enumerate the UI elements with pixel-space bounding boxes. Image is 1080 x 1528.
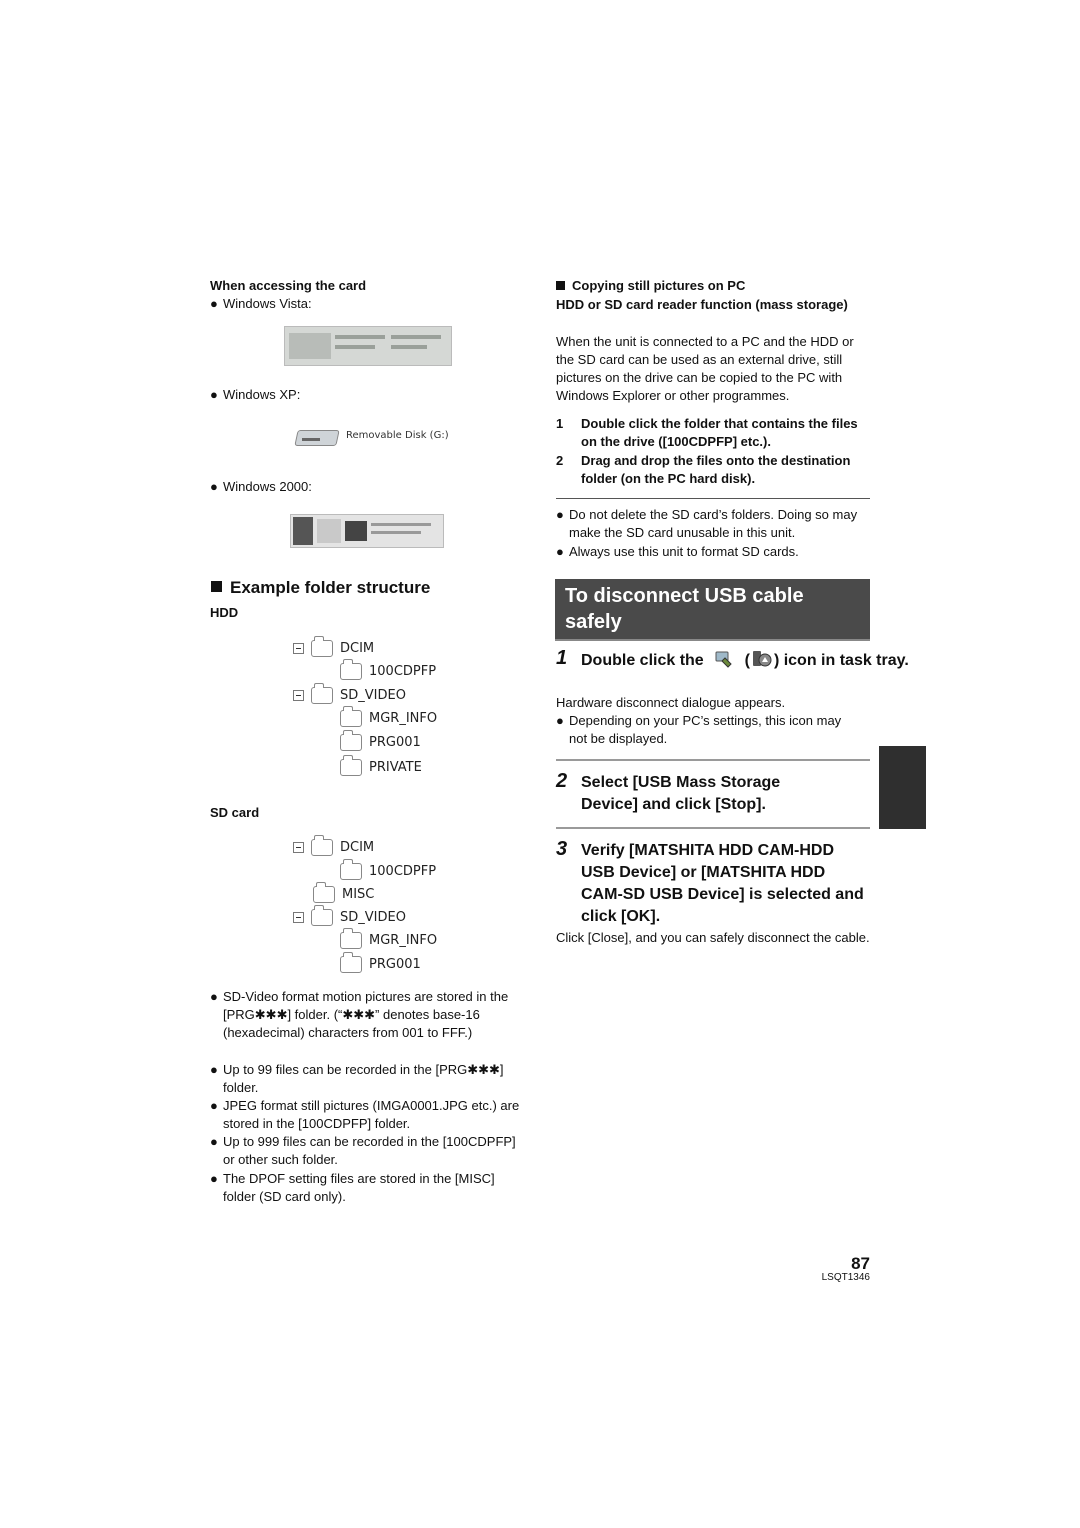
collapse-icon[interactable]	[293, 643, 304, 654]
square-bullet-icon	[556, 281, 565, 290]
vista-bullet: ● Windows Vista:	[210, 295, 510, 313]
warning-text: Always use this unit to format SD cards.	[569, 544, 799, 559]
removable-disk-icon	[294, 424, 340, 448]
folder-name: MGR_INFO	[369, 710, 438, 726]
folder-name: PRIVATE	[369, 759, 422, 775]
step-3-text: Verify [MATSHITA HDD CAM-HDD USB Device] or [MATSHITA HDD CAM-SD USB Device] is selected and click [OK].	[581, 842, 864, 925]
folder-icon	[340, 956, 362, 973]
folder-row[interactable]	[340, 708, 437, 728]
copy-step	[556, 452, 870, 488]
folder-row[interactable]	[293, 837, 374, 857]
step-1-text-c: ) icon in task tray.	[773, 652, 909, 669]
folder-name: PRG001	[369, 734, 421, 750]
folder-name: MGR_INFO	[369, 932, 438, 948]
folder-name: 100CDPFP	[369, 663, 437, 679]
folder-icon	[340, 734, 362, 751]
copy-title: Copying still pictures on PC	[572, 278, 746, 293]
copy-heading	[556, 277, 870, 295]
divider	[556, 759, 870, 761]
note-text: JPEG format still pictures (IMGA0001.JPG etc.) are stored in the [100CDPFP] folder.	[223, 1098, 520, 1131]
step-1-text-b: (	[744, 652, 750, 669]
document-code: LSQT1346	[821, 1272, 870, 1283]
w2000-label: Windows 2000:	[223, 479, 312, 494]
folder-name: PRG001	[369, 956, 421, 972]
removable-disk-label: Removable Disk (G:)	[346, 430, 449, 441]
step-number: 2	[556, 770, 568, 792]
folder-row[interactable]	[340, 757, 422, 777]
collapse-icon[interactable]	[293, 842, 304, 853]
folder-name: 100CDPFP	[369, 863, 437, 879]
folder-icon	[311, 839, 333, 856]
warning-item: ● Always use this unit to format SD cards.	[556, 543, 870, 561]
folder-icon	[340, 710, 362, 727]
copy-step-text: Double click the folder that contains the files on the drive ([100CDPFP] etc.).	[581, 416, 858, 449]
hdd-label: HDD	[210, 605, 239, 620]
page-number: 87	[851, 1254, 870, 1273]
note-text: Up to 99 files can be recorded in the [PRG✱✱✱] folder.	[223, 1062, 504, 1095]
note-text: The DPOF setting files are stored in the [MISC] folder (SD card only).	[223, 1171, 495, 1204]
note-item: ● JPEG format still pictures (IMGA0001.JPG etc.) are stored in the [100CDPFP] folder.	[210, 1097, 524, 1133]
note-item: ● The DPOF setting files are stored in the [MISC] folder (SD card only).	[210, 1170, 524, 1206]
step-3-body: Click [Close], and you can safely disconnect the cable.	[556, 930, 870, 945]
collapse-icon[interactable]	[293, 912, 304, 923]
step-number: 3	[556, 838, 568, 860]
accessing-title: When accessing the card	[210, 278, 367, 293]
note-item: ● Up to 99 files can be recorded in the [PRG✱✱✱] folder.	[210, 1061, 524, 1097]
folder-row[interactable]	[293, 685, 406, 705]
folder-icon	[340, 863, 362, 880]
folder-row[interactable]	[293, 907, 406, 927]
step-1-note: ● Depending on your PC’s settings, this icon may not be displayed.	[556, 712, 846, 748]
copy-step-number: 1	[556, 416, 564, 431]
folder-row[interactable]	[340, 930, 437, 950]
folder-row[interactable]	[293, 638, 374, 658]
w2000-bullet: ● Windows 2000:	[210, 478, 510, 496]
copy-step-text: Drag and drop the files onto the destination folder (on the PC hard disk).	[581, 453, 851, 486]
step-number: 1	[556, 647, 568, 669]
note-item: ● SD-Video format motion pictures are stored in the [PRG✱✱✱] folder. (“✱✱✱” denotes base-16 (hexadecimal) characters from 001 to FFF.)	[210, 988, 524, 1042]
note-text: Up to 999 files can be recorded in the [100CDPFP] or other such folder.	[223, 1134, 516, 1167]
xp-bullet: ● Windows XP:	[210, 386, 510, 404]
folder-icon	[313, 886, 335, 903]
copy-subtitle: HDD or SD card reader function (mass storage)	[556, 297, 848, 312]
square-bullet-icon	[211, 581, 222, 592]
note-text: SD-Video format motion pictures are stored in the [PRG✱✱✱] folder. (“✱✱✱” denotes base-16 (hexadecimal) characters from 001 to FFF.)	[223, 989, 509, 1040]
example-title: Example folder structure	[230, 578, 431, 597]
note-item: ● Up to 999 files can be recorded in the [100CDPFP] or other such folder.	[210, 1133, 524, 1169]
vista-screenshot	[284, 326, 452, 366]
warning-item: ● Do not delete the SD card’s folders. Doing so may make the SD card unusable in this unit.	[556, 506, 870, 542]
example-heading	[211, 578, 430, 598]
divider	[556, 498, 870, 499]
step-2-text: Select [USB Mass Storage Device] and click [Stop].	[581, 774, 781, 813]
step-1-note-text: Depending on your PC’s settings, this icon may not be displayed.	[569, 713, 842, 746]
warning-text: Do not delete the SD card’s folders. Doing so may make the SD card unusable in this unit.	[569, 507, 858, 540]
divider	[556, 827, 870, 829]
sd-label: SD card	[210, 805, 260, 820]
collapse-icon[interactable]	[293, 690, 304, 701]
step-1-text-a: Double click the	[581, 652, 704, 669]
step-1-body: Hardware disconnect dialogue appears.	[556, 695, 786, 710]
folder-icon	[311, 640, 333, 657]
folder-icon	[340, 932, 362, 949]
w2000-screenshot	[290, 514, 444, 548]
folder-name: SD_VIDEO	[340, 687, 406, 703]
folder-row[interactable]	[313, 884, 374, 904]
xp-label: Windows XP:	[223, 387, 301, 402]
folder-row[interactable]	[340, 732, 421, 752]
step-1-text	[581, 649, 909, 672]
folder-row[interactable]	[340, 661, 436, 681]
folder-row[interactable]	[340, 861, 436, 881]
side-tab	[879, 746, 926, 829]
safely-remove-hardware-icon	[714, 649, 734, 669]
copy-step-number: 2	[556, 453, 564, 468]
folder-icon	[340, 663, 362, 680]
folder-icon	[340, 759, 362, 776]
folder-row[interactable]	[340, 954, 421, 974]
folder-name: SD_VIDEO	[340, 909, 406, 925]
folder-icon	[311, 687, 333, 704]
section-banner	[555, 579, 870, 641]
folder-icon	[311, 909, 333, 926]
vista-label: Windows Vista:	[223, 296, 312, 311]
folder-name: MISC	[342, 886, 375, 902]
copy-body: When the unit is connected to a PC and the HDD or the SD card can be used as an external drive, still pictures on the drive can be copied to the PC with Windows Explorer or other programmes.	[556, 334, 854, 403]
section-title: To disconnect USB cable safely	[565, 585, 804, 633]
eject-icon	[751, 649, 773, 669]
folder-name: DCIM	[340, 839, 375, 855]
folder-name: DCIM	[340, 640, 375, 656]
copy-step	[556, 415, 870, 451]
